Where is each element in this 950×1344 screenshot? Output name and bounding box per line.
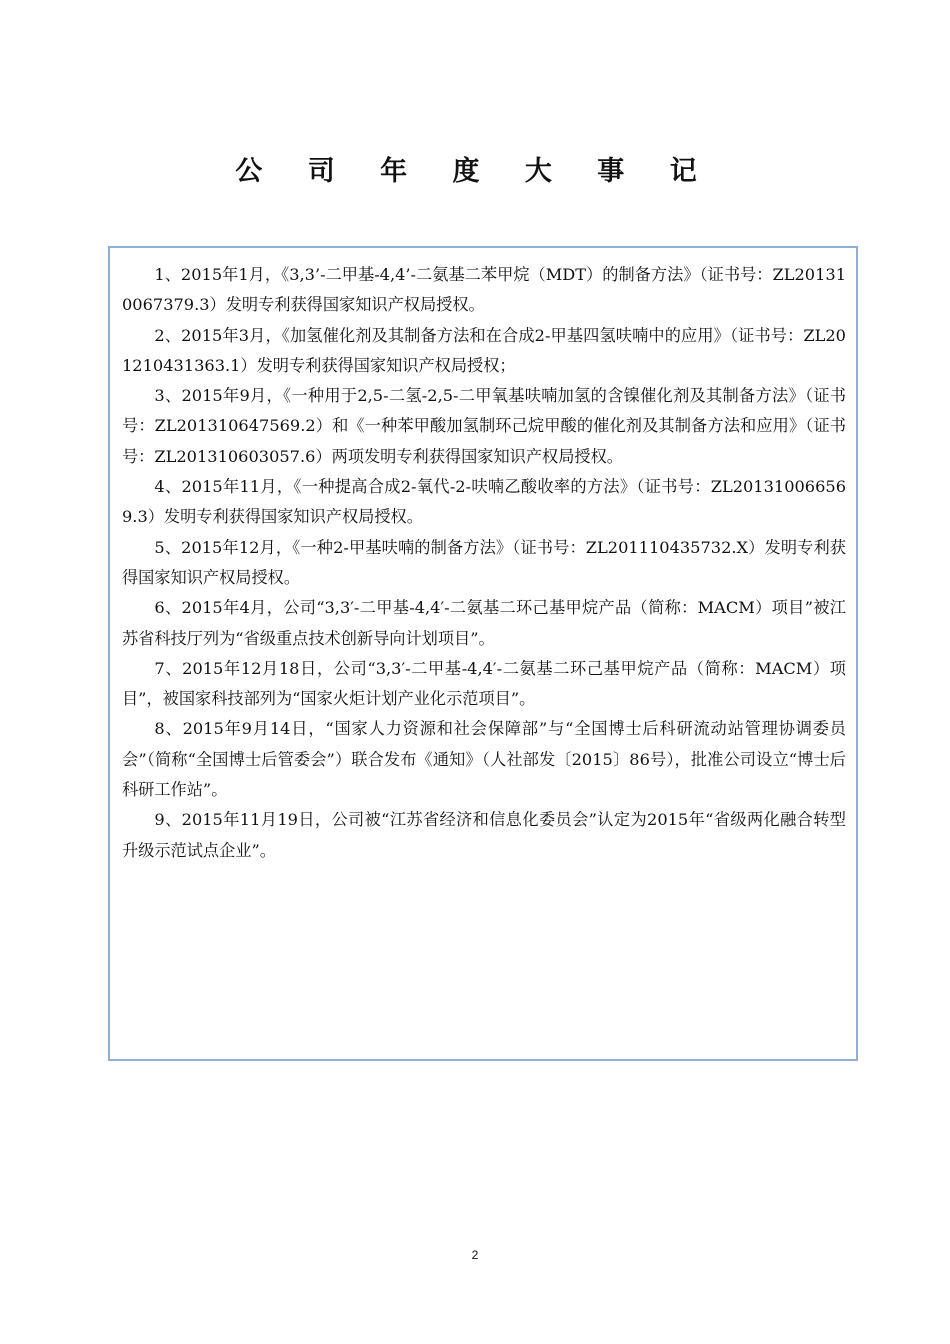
- events-box: [108, 246, 858, 1061]
- event-item: 7、2015年12月18日，公司“3,3′-二甲基-4,4′-二氨基二环己基甲烷产品（简称：MACM）项目”，被国家科技部列为“国家火炬计划产业化示范项目”。: [122, 658, 846, 709]
- event-item: 1、2015年1月，《3,3’-二甲基-4,4’-二氨基二苯甲烷（MDT）的制备方法》（证书号：ZL201310067379.3）发明专利获得国家知识产权局授权。: [122, 265, 846, 315]
- event-item: 8、2015年9月14日，“国家人力资源和社会保障部”与“全国博士后科研流动站管理协调委员会”（简称“全国博士后管委会”）联合发布《通知》（人社部发〔2015〕86号），批准公司设立“博士后科研工作站”。: [122, 719, 846, 800]
- page-number: 2: [471, 1248, 479, 1262]
- event-item: 5、2015年12月，《一种2-甲基呋喃的制备方法》（证书号：ZL201110435732.X）发明专利获得国家知识产权局授权。: [122, 537, 846, 587]
- event-item: 4、2015年11月，《一种提高合成2-氧代-2-呋喃乙酸收率的方法》（证书号：ZL201310066569.3）发明专利获得国家知识产权局授权。: [122, 477, 846, 527]
- event-item: 6、2015年4月，公司“3,3′-二甲基-4,4′-二氨基二环己基甲烷产品（简称：MACM）项目”被江苏省科技厅列为“省级重点技术创新导向计划项目”。: [122, 598, 846, 648]
- event-item: 2、2015年3月，《加氢催化剂及其制备方法和在合成2-甲基四氢呋喃中的应用》（证书号：ZL201210431363.1）发明专利获得国家知识产权局授权；: [122, 325, 846, 375]
- page-title: 公 司 年 度 大 事 记: [235, 156, 715, 187]
- event-item: 9、2015年11月19日，公司被“江苏省经济和信息化委员会”认定为2015年“省级两化融合转型升级示范试点企业”。: [122, 810, 846, 860]
- event-item: 3、2015年9月，《一种用于2,5-二氢-2,5-二甲氧基呋喃加氢的含镍催化剂及其制备方法》（证书号：ZL201310647569.2）和《一种苯甲酸加氢制环己烷甲酸的催化剂及其制备方法和应用》（证书号：ZL201310603057.6）两项发明专利获得国家知识产权局授权。: [122, 386, 846, 466]
